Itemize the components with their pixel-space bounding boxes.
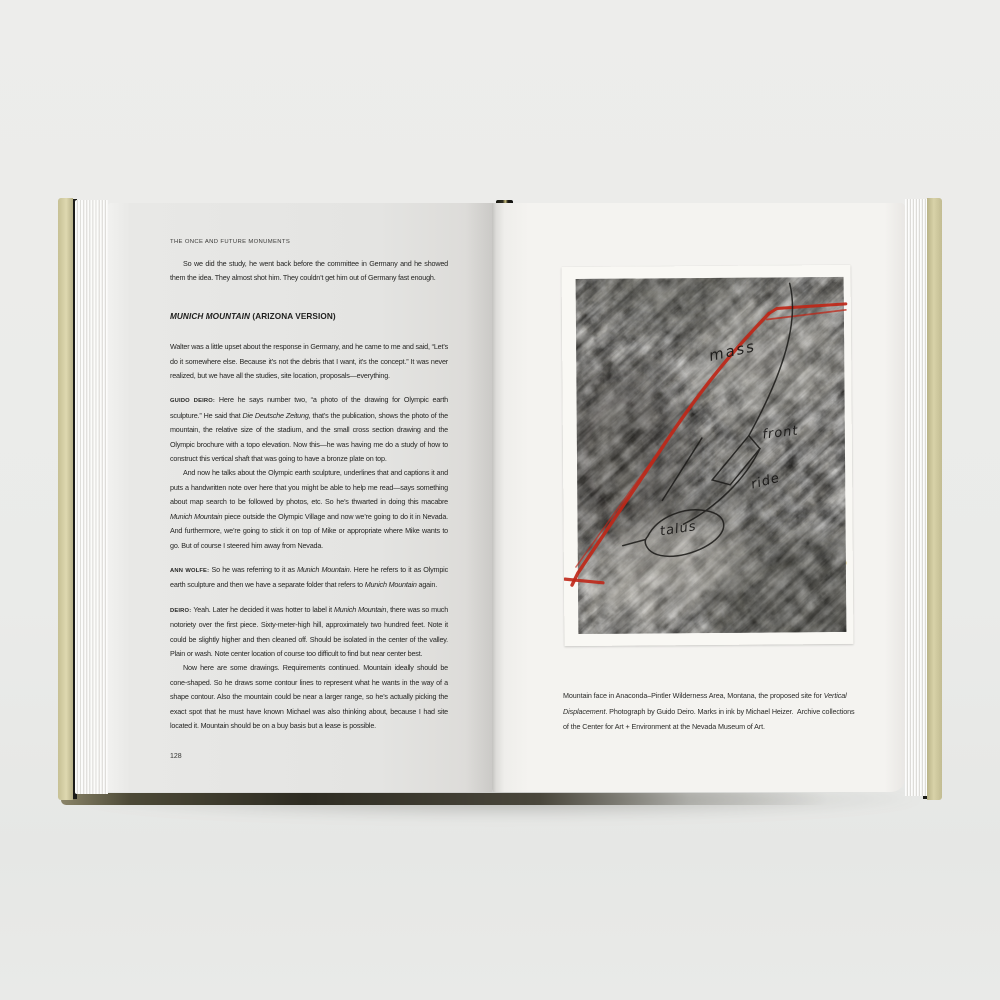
text-segment: Die Deutsche Zeitung, bbox=[242, 410, 311, 420]
paragraph-drawings bbox=[170, 661, 448, 733]
text-segment: Now here are some drawings. Requirements continued. Mountain ideally should be cone-shaped. So he draws some contour lines to represent what he wants in the way of a shape contour. Also the mountain could be near a larger range, so he’s actually picking the exact spot that he must have known Michael was also thinking about, because I had site located it. Mountain should be on a buy basis but a lease is possible. bbox=[170, 663, 448, 730]
text-segment: And now he talks about the Olympic earth sculpture, underlines that and captions it and puts a handwritten note over here that you might be able to help me read—says something about map search to be followed by photos, etc. So he’s thwarted in doing this macabre bbox=[170, 468, 448, 507]
page-number: 128 bbox=[170, 753, 182, 760]
book-cover-bottom-edge bbox=[61, 793, 932, 805]
text-segment: ANN WOLFE: bbox=[170, 567, 212, 574]
text-segment: Here he says number two, “a photo of the drawing for Olympic earth sculpture.” He said that bbox=[170, 395, 448, 420]
annotation-mass: mass bbox=[707, 337, 758, 365]
text-segment: Munich Mountain bbox=[333, 604, 387, 614]
text-segment: Vertical Displacement bbox=[563, 691, 847, 716]
photo-print bbox=[562, 265, 854, 646]
paragraph-walter bbox=[170, 340, 448, 383]
text-segment: Munich Mountain bbox=[364, 580, 417, 590]
running-head: THE ONCE AND FUTURE MONUMENTS bbox=[170, 239, 291, 245]
text-segment: Munich Mountain bbox=[170, 511, 223, 521]
text-segment: again. bbox=[416, 580, 438, 590]
page-stack-right bbox=[905, 199, 927, 796]
section-heading bbox=[170, 310, 448, 324]
annotation-ride: ride bbox=[749, 470, 782, 493]
text-segment: GUIDO DEIRO: bbox=[170, 398, 219, 405]
paragraph-intro bbox=[170, 257, 448, 286]
text-segment: So he was referring to it as bbox=[211, 564, 298, 574]
text-segment: So we did the study, he went back before the committee in Germany and he showed them the idea. They almost shot him. They couldn’t get him out of Germany fast enough. bbox=[170, 259, 448, 283]
text-segment: . Here he refers to it as Olympic earth sculpture and then we have a separate folder that refers to bbox=[170, 564, 448, 590]
text-segment: MUNICH MOUNTAIN bbox=[170, 311, 253, 321]
annotation-talus: talus bbox=[659, 519, 698, 540]
text-segment: that’s the publication, shows the photo of the mountain, the relative size of the stadium, and the small cross section drawing and the Olympic brochure with a topo elevation. Now this—he was having me do a study of how to construct this vertical shaft that was going to have a bronze plate on top. bbox=[170, 410, 448, 464]
paragraph-deiro bbox=[170, 603, 448, 662]
text-segment: . Photograph by Guido Deiro. Marks in ink by Michael Heizer. Archive collections of the Center for Art + Environment at the Nevada Museum of Art. bbox=[563, 706, 855, 732]
annotation-front: front bbox=[761, 423, 800, 443]
book-cover-edge-left bbox=[58, 198, 73, 800]
right-page bbox=[492, 203, 905, 792]
text-segment: , there was so much notoriety over the first piece. Sixty-meter-high hill, approximately two hundred feet. Note it could be slightly higher and then cleaned off. Should be isolated in the center of the valley. Plain or wash. Note center location of course too difficult to find but near center best. bbox=[170, 604, 449, 658]
paragraph-guido-deiro bbox=[170, 393, 448, 466]
text-segment: Yeah. Later he decided it was hotter to label it bbox=[193, 604, 334, 614]
text-segment: (ARIZONA VERSION) bbox=[252, 311, 336, 321]
open-book bbox=[58, 196, 942, 802]
paragraph-ann-wolfe bbox=[170, 563, 448, 593]
left-page-text-column bbox=[170, 257, 448, 733]
text-segment: DEIRO: bbox=[170, 607, 194, 614]
book-cover-edge-right bbox=[927, 198, 942, 800]
text-segment: Munich Mountain bbox=[297, 564, 350, 574]
page-stack-left bbox=[75, 200, 108, 794]
text-segment: Mountain face in Anaconda–Pintler Wilderness Area, Montana, the proposed site for bbox=[563, 691, 824, 700]
mountain-face-image bbox=[562, 265, 854, 646]
text-segment: Walter was a little upset about the response in Germany, and he came to me and said, “Let’s do it somewhere else. Because it’s not the debris that I want, it’s the concept.” It was never realized, but we have all the studies, site location, proposals—everything. bbox=[170, 342, 448, 381]
text-segment: piece outside the Olympic Village and now we’re going to do it in Nevada. And furthermore, we’re going to stick it on top of Mike or appropriate where Mike wants to go. But of course I steered him away from Nevada. bbox=[170, 511, 448, 550]
left-page bbox=[108, 203, 492, 792]
mountain-photo bbox=[562, 265, 854, 646]
paragraph-and-now bbox=[170, 466, 448, 552]
photo-caption bbox=[563, 688, 857, 735]
